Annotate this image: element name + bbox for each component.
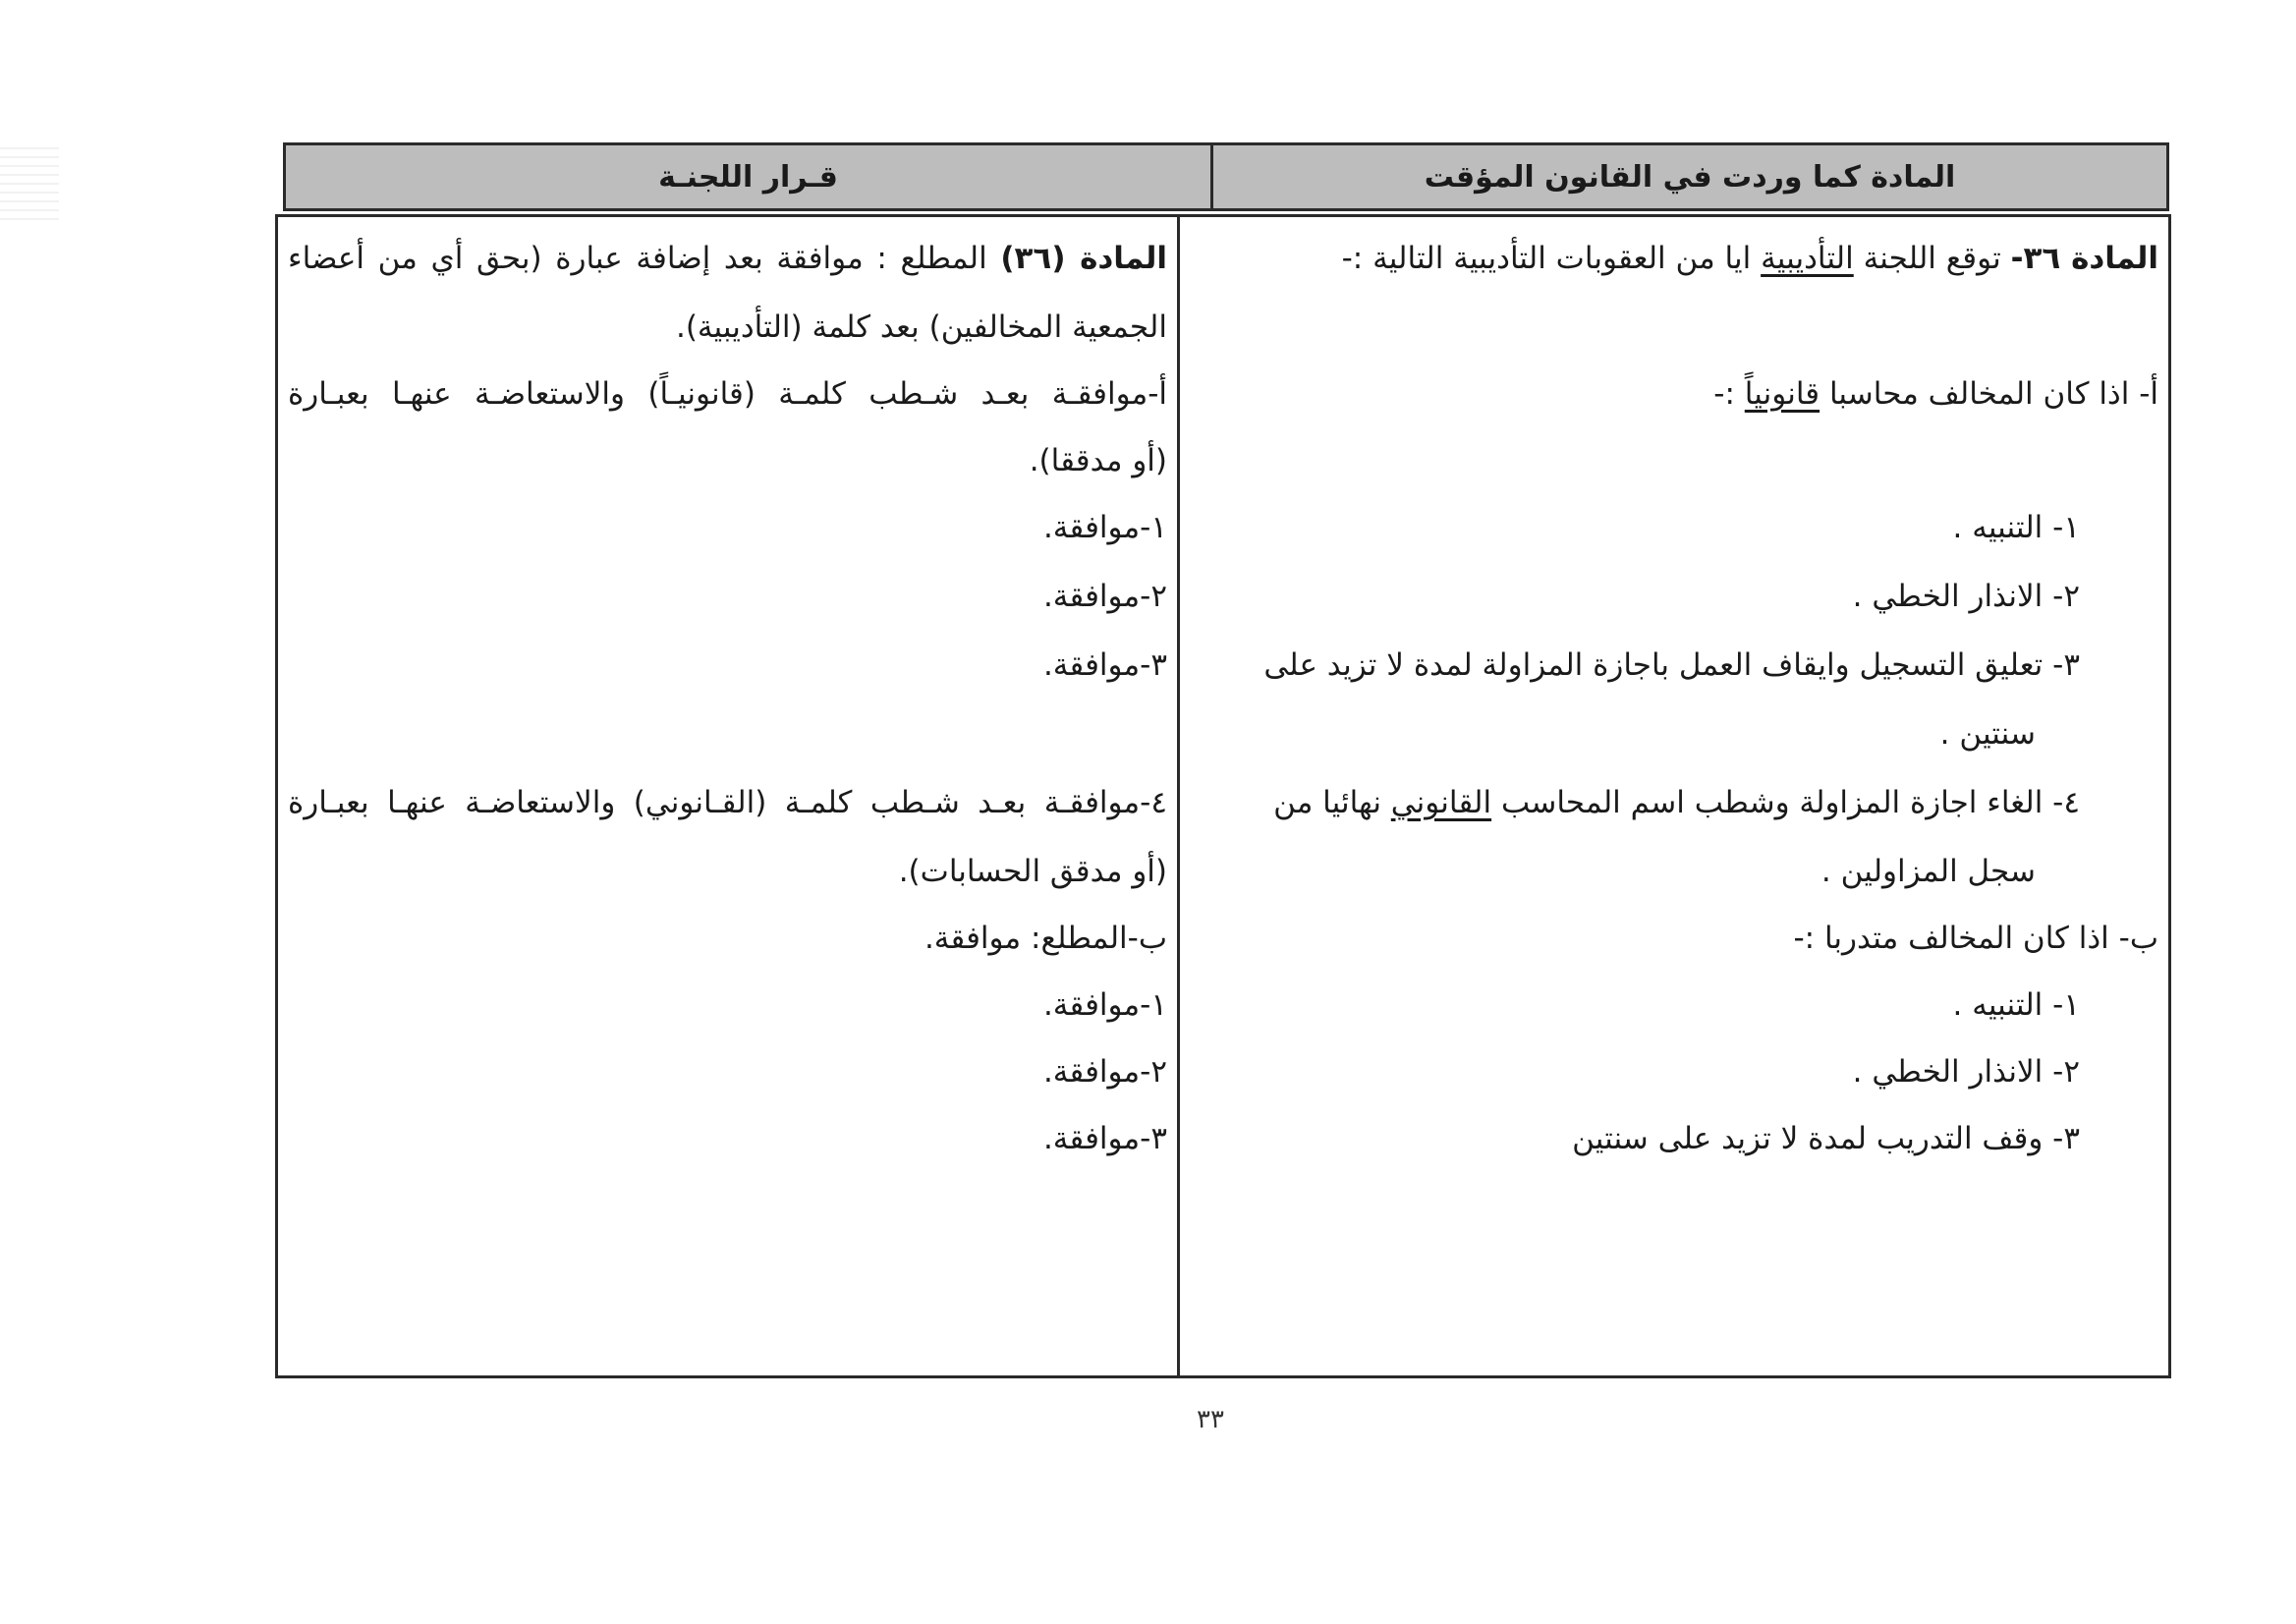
header-original-article <box>1210 145 2166 208</box>
header-original-article-label: المادة كما وردت في القانون المؤقت <box>1424 159 1956 195</box>
decision-line-7: ٣-موافقة. <box>1042 647 1167 683</box>
decision-line-13: ٣-موافقة. <box>1042 1121 1167 1156</box>
decision-line-12: ٢-موافقة. <box>1042 1054 1167 1090</box>
article-line-9: ب- اذا كان المخالف متدربا :- <box>1793 921 2158 956</box>
decision-line-10: ب-المطلع: موافقة. <box>924 921 1167 956</box>
header-committee-decision <box>286 145 1210 208</box>
article-line-11: ٢- الانذار الخطي . <box>1852 1054 2080 1090</box>
article-line-2: أ- اذا كان المخالف محاسبا قانونياً :- <box>1713 376 2158 412</box>
decision-line-2: الجمعية المخالفين) بعد كلمة (التأديبية). <box>675 309 1167 345</box>
article-line-8: سجل المزاولين . <box>1820 854 2036 889</box>
decision-line-1: المادة (٣٦) المطلع : موافقة بعد إضافة عبارة (بحق أي من أعضاء <box>288 241 1167 276</box>
decision-line-5: ١-موافقة. <box>1042 510 1167 545</box>
decision-line-6: ٢-موافقة. <box>1042 579 1167 614</box>
page-number: ٣٣ <box>1197 1405 1224 1434</box>
article-line-12: ٣- وقف التدريب لمدة لا تزيد على سنتين <box>1572 1121 2080 1156</box>
table-header <box>283 142 2169 211</box>
article-line-4: ٢- الانذار الخطي . <box>1852 579 2080 614</box>
article-line-6: سنتين . <box>1939 716 2036 752</box>
article-line-3: ١- التنبيه . <box>1952 510 2080 545</box>
original-article-column <box>1177 217 2168 1375</box>
article-line-7: ٤- الغاء اجازة المزاولة وشطب اسم المحاسب القانوني نهائيا من <box>1273 785 2080 820</box>
table-body <box>275 214 2171 1378</box>
article-line-5: ٣- تعليق التسجيل وايقاف العمل باجازة المزاولة لمدة لا تزيد على <box>1263 647 2080 683</box>
decision-line-3: أ-موافقـة بعـد شـطب كلمـة (قانونيـاً) والاستعاضـة عنهـا بعبـارة <box>288 376 1167 412</box>
committee-decision-column <box>278 217 1177 1375</box>
decision-line-4: (أو مدققا). <box>1029 443 1167 478</box>
decision-line-8: ٤-موافقـة بعـد شـطب كلمـة (القـانوني) والاستعاضـة عنهـا بعبـارة <box>288 785 1167 820</box>
decision-line-11: ١-موافقة. <box>1042 987 1167 1023</box>
header-committee-decision-label: قـرار اللجنـة <box>658 159 838 195</box>
article-line-1: المادة ٣٦- توقع اللجنة التأديبية ايا من العقوبات التأديبية التالية :- <box>1341 241 2158 276</box>
article-line-10: ١- التنبيه . <box>1952 987 2080 1023</box>
decision-line-9: (أو مدقق الحسابات). <box>898 854 1167 889</box>
scan-artifact <box>0 147 59 226</box>
